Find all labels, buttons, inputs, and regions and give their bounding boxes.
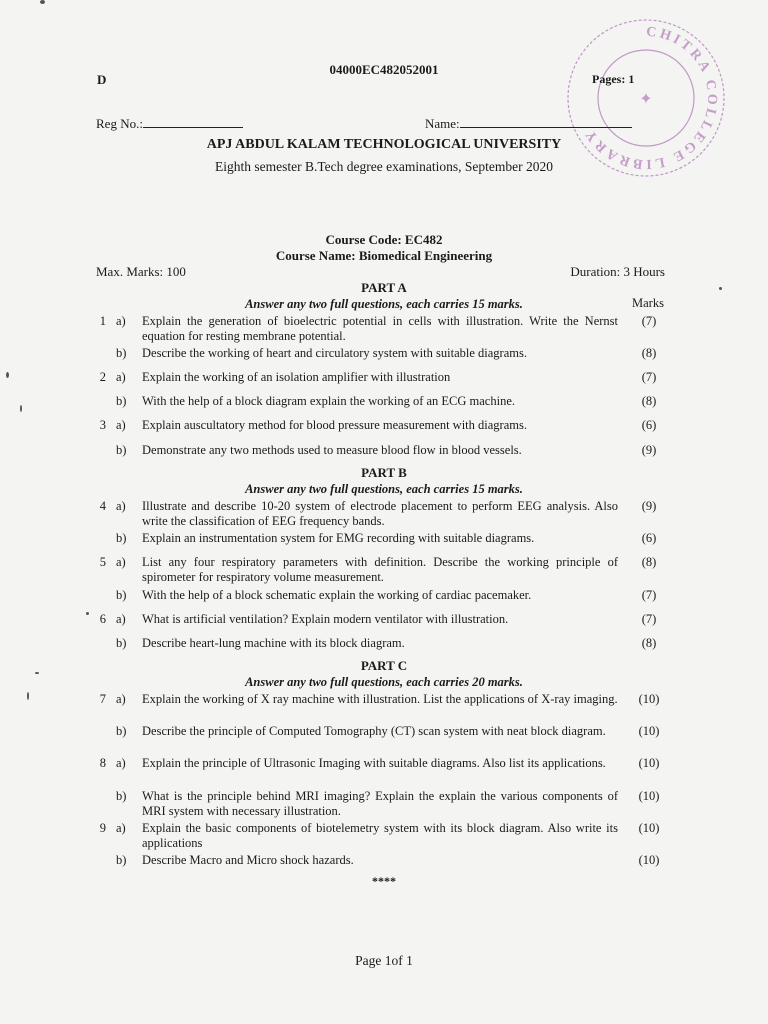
part-c-instruction: Answer any two full questions, each carries 20 marks. [245, 675, 523, 689]
part-a-instruction: Answer any two full questions, each carries 15 marks. [245, 297, 523, 311]
sub-label: a) [116, 756, 126, 770]
sub-label: b) [116, 724, 127, 738]
question-marks: (7) [641, 612, 657, 626]
question-marks: (9) [641, 499, 657, 513]
paper-code: 04000EC482052001 [329, 62, 439, 77]
scan-speck [20, 405, 22, 412]
library-stamp [560, 12, 732, 182]
sub-label: b) [116, 346, 127, 360]
question-text: Explain the working of an isolation amplifier with illustration [142, 370, 451, 384]
question-marks: (8) [641, 636, 657, 650]
sub-label: a) [116, 692, 126, 706]
question-marks: (10) [638, 789, 660, 803]
course-code: Course Code: EC482 [325, 232, 443, 247]
question-marks: (7) [641, 370, 657, 384]
duration: Duration: 3 Hours [570, 264, 665, 279]
svg-text:CHITRA COLLEGE LIBRARY: CHITRA COLLEGE LIBRARY [581, 24, 720, 172]
sub-label: b) [116, 531, 127, 545]
reg-no-label: Reg No.: [96, 116, 143, 131]
reg-no-blank [143, 116, 243, 128]
set-label: D [97, 72, 107, 87]
question-number: 7 [99, 692, 106, 706]
question-number: 1 [99, 314, 106, 328]
sub-label: a) [116, 499, 126, 513]
sub-label: b) [116, 394, 127, 408]
question-number: 5 [99, 555, 106, 569]
name-blank [460, 116, 632, 128]
question-text: What is artificial ventilation? Explain modern ventilator with illustration. [142, 612, 509, 626]
name-field [425, 116, 632, 132]
reg-no-field [96, 116, 243, 132]
question-text: Describe the principle of Computed Tomography (CT) scan system with neat block diagram. [142, 724, 606, 738]
question-marks: (10) [638, 724, 660, 738]
question-marks: (6) [641, 418, 657, 432]
pages-count: Pages: 1 [592, 72, 635, 86]
question-marks: (8) [641, 555, 657, 569]
question-marks: (8) [641, 346, 657, 360]
part-b-instruction: Answer any two full questions, each carries 15 marks. [245, 482, 523, 496]
scan-speck [6, 372, 9, 378]
course-name: Course Name: Biomedical Engineering [275, 248, 493, 263]
university-title: APJ ABDUL KALAM TECHNOLOGICAL UNIVERSITY [206, 137, 562, 152]
question-marks: (8) [641, 394, 657, 408]
question-number: 2 [99, 370, 106, 384]
sub-label: b) [116, 636, 127, 650]
question-marks: (6) [641, 531, 657, 545]
sub-label: b) [116, 789, 127, 803]
scan-speck [40, 0, 45, 4]
sub-label: b) [116, 853, 127, 867]
part-b-title: PART B [361, 465, 407, 480]
question-text: Describe Macro and Micro shock hazards. [142, 853, 354, 867]
sub-label: b) [116, 443, 127, 457]
question-text: With the help of a block diagram explain the working of an ECG machine. [142, 394, 515, 408]
sub-label: a) [116, 555, 126, 569]
end-of-paper-mark: **** [372, 874, 396, 888]
sub-label: a) [116, 314, 126, 328]
question-text: Illustrate and describe 10-20 system of electrode placement to perform EEG analysis. Also write the classification of EEG frequency bands. [142, 499, 618, 528]
marks-column-heading: Marks [632, 296, 664, 310]
question-text: Demonstrate any two methods used to measure blood flow in blood vessels. [142, 443, 522, 457]
question-text: Explain the basic components of biotelemetry system with its block diagram. Also write its applications [142, 821, 618, 850]
question-number: 9 [99, 821, 106, 835]
sub-label: a) [116, 418, 126, 432]
question-text: Describe the working of heart and circulatory system with suitable diagrams. [142, 346, 527, 360]
question-marks: (7) [641, 314, 657, 328]
question-text: Explain the working of X ray machine with illustration. List the applications of X-ray imaging. [142, 692, 618, 706]
question-marks: (7) [641, 588, 657, 602]
question-text: Explain the generation of bioelectric potential in cells with illustration. Write the Nernst equation for resting membrane potential. [142, 314, 618, 343]
question-text: Describe heart-lung machine with its block diagram. [142, 636, 405, 650]
exam-title: Eighth semester B.Tech degree examinations, September 2020 [215, 159, 553, 174]
question-text: Explain auscultatory method for blood pressure measurement with diagrams. [142, 418, 527, 432]
part-a-title: PART A [361, 280, 407, 295]
question-number: 3 [99, 418, 106, 432]
question-marks: (10) [638, 853, 660, 867]
scan-speck [35, 672, 39, 674]
sub-label: a) [116, 370, 126, 384]
sub-label: b) [116, 588, 127, 602]
question-text: Explain the principle of Ultrasonic Imaging with suitable diagrams. Also list its applications. [142, 756, 606, 770]
page-number: Page 1of 1 [355, 953, 413, 968]
question-number: 6 [99, 612, 106, 626]
question-text: With the help of a block schematic explain the working of cardiac pacemaker. [142, 588, 532, 602]
svg-text:✦: ✦ [639, 91, 653, 108]
question-number: 8 [99, 756, 106, 770]
question-marks: (10) [638, 821, 660, 835]
question-text: List any four respiratory parameters with definition. Describe the working principle of spirometer for respiratory volume measurement. [142, 555, 618, 584]
sub-label: a) [116, 821, 126, 835]
part-c-title: PART C [360, 658, 408, 673]
scan-speck [719, 287, 722, 290]
question-marks: (9) [641, 443, 657, 457]
scan-speck [27, 692, 29, 700]
question-text: What is the principle behind MRI imaging? Explain the explain the various components of MRI system with necessary illustration. [142, 789, 618, 818]
sub-label: a) [116, 612, 126, 626]
scan-speck [86, 612, 89, 615]
question-marks: (10) [638, 692, 660, 706]
question-number: 4 [99, 499, 106, 513]
name-label: Name: [425, 116, 460, 131]
question-marks: (10) [638, 756, 660, 770]
question-text: Explain an instrumentation system for EMG recording with suitable diagrams. [142, 531, 535, 545]
max-marks: Max. Marks: 100 [96, 264, 186, 279]
